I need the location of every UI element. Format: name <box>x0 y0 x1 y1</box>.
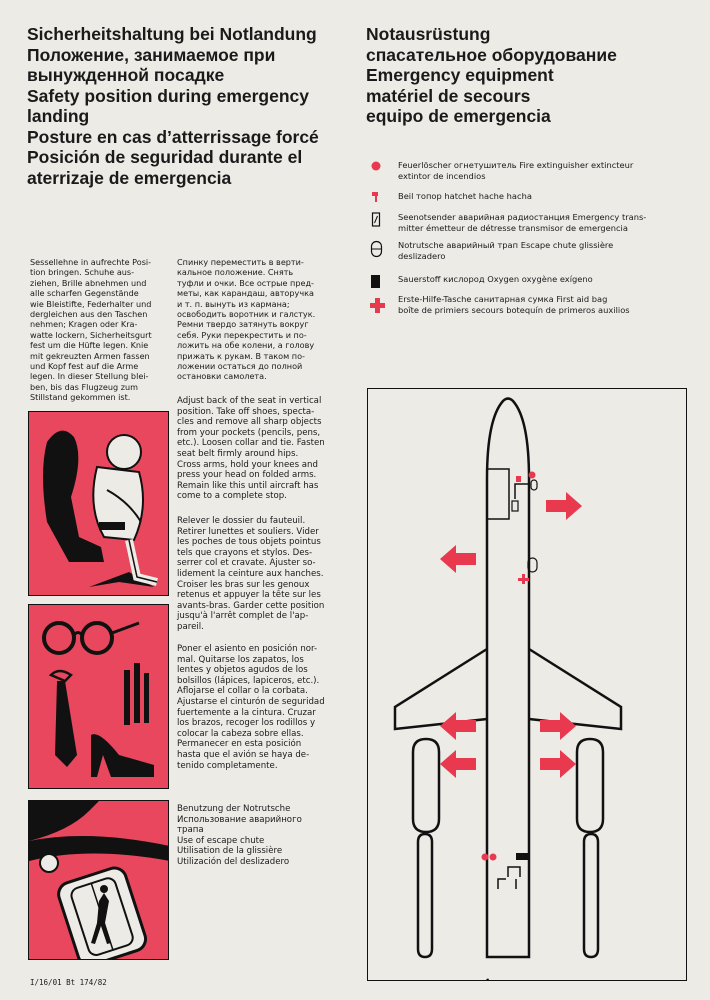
first-aid-icon <box>370 298 386 314</box>
emergency-exit-arrows <box>440 492 582 778</box>
left-wing-outline <box>395 649 487 729</box>
title-line: Posture en cas d’atterrissage forcé <box>27 126 319 147</box>
escape-chute-illustration <box>28 800 169 960</box>
aircraft-layout-diagram <box>368 389 687 981</box>
legend-text: Seenotsender аварийная радиостанция Emergency trans- mitter émetteur de détresse transmisor de emergencia <box>398 212 647 233</box>
title-line: Положение, занимаемое при <box>27 44 276 65</box>
left-engine-outline <box>413 739 439 832</box>
brace-position-illustration <box>28 411 169 596</box>
title-line: вынужденной посадке <box>27 65 225 85</box>
spanish-instructions: Poner el asiento en posición nor- mal. Quitarse los zapatos, los lentes y objetos agudos de los bolsillos (lápices, lapiceros, etc.). Aflojarse el collar o la corbata. Ajustarse el cinturón de seguridad fuertemente a la cintura. Cruzar los brazos, recoger los rodillos y colocar la cabeza sobre ellas. Permanecer en esta posición hasta que el avión se haya de- tenido completamente. <box>177 644 325 771</box>
right-title-block <box>366 24 696 127</box>
title-line: landing <box>27 106 90 126</box>
legend-text: Sauerstoff кислород Oxygen oxygène exígeno <box>398 274 593 284</box>
right-engine-outline <box>577 739 603 832</box>
left-rear-engine-outline <box>418 834 432 957</box>
shoe-icon <box>91 734 154 777</box>
title-line: Sicherheitshaltung bei Notlandung <box>27 24 317 44</box>
legend-text: Notrutsche аварийный трап Escape chute glissière deslizadero <box>398 240 614 261</box>
legend-text: Feuerlöscher огнетушитель Fire extinguisher extincteur extintor de incendios <box>398 160 634 181</box>
document-code: I/16/01 Bt 174/82 <box>30 978 107 987</box>
german-instructions: Sessellehne in aufrechte Posi- tion bringen. Schuhe aus- ziehen, Brille abnehmen und alle scharfen Gegenstände wie Bleistifte, Federhalter und dergleichen aus den Taschen nehmen; Kragen oder Kra- watte lockern, Sicherheitsgurt fest um die Hüfte legen. Knie mit gekreuzten Armen fassen und Kopf fest auf die Arme legen. In dieser Stellung blei- ben, bis das Flugzeug zum Stillstand gekommen ist. <box>30 257 152 403</box>
left-title-block <box>27 24 357 188</box>
title-line: Notausrüstung <box>366 24 491 44</box>
fire-extinguisher-icon <box>370 160 382 172</box>
title-line: aterrizaje de emergencia <box>27 167 232 188</box>
title-line: matériel de secours <box>366 85 531 106</box>
personal-items-icons <box>29 605 169 789</box>
aircraft-diagram-frame <box>367 388 687 981</box>
pens-icon <box>124 663 149 725</box>
chute-figure-icon <box>29 801 169 960</box>
russian-instructions: Спинку переместить в верти- кальное положение. Снять туфли и очки. Все острые пред- меты, как карандаш, авторучка и т. п. вынуть из кармана; освободить воротник и галстук. Ремни твердо затянуть вокруг себя. Руки перекрестить и по- ложить на обе колени, а голову прижать к рукам. В таком по- ложении остаться до полной остановки самолета. <box>177 257 316 382</box>
title-line: спасательное оборудование <box>366 44 617 65</box>
right-rear-engine-outline <box>584 834 598 957</box>
oxygen-icon <box>370 274 382 290</box>
tie-icon <box>51 671 77 767</box>
legend-text: Erste-Hilfe-Tasche санитарная сумка First aid bag boîte de primiers secours botequín de primeros auxilios <box>398 294 630 315</box>
brace-figure-icon <box>29 412 169 596</box>
glasses-icon <box>44 623 139 653</box>
english-instructions: Adjust back of the seat in vertical position. Take off shoes, specta- cles and remove all sharp objects from your pockets (pencils, pens, etc.). Loosen collar and tie. Fasten seat belt firmly around hips. Cross arms, hold your knees and press your head on folded arms. Remain like this until aircraft has come to a complete stop. <box>177 396 325 502</box>
french-instructions: Relever le dossier du fauteuil. Retirer lunettes et souliers. Vider les poches de tous objets pointus tels que crayons et stylos. Des- serrer col et cravate. Ajuster so- lidement la ceinture aux hanches. Croiser les bras sur les genoux retenus et appuyer la tête sur les avants-bras. Garder cette position jusqu'à l'arrêt complet de l'ap- pareil. <box>177 516 325 632</box>
escape-chute-caption: Benutzung der Notrutsche Использование аварийного трапа Use of escape chute Utilisation de la glissière Utilización del deslizadero <box>177 804 302 867</box>
escape-chute-icon <box>370 240 384 258</box>
hatchet-icon <box>370 191 382 203</box>
title-line: Safety position during emergency <box>27 85 309 106</box>
title-line: Emergency equipment <box>366 65 554 85</box>
radio-transmitter-icon <box>370 212 382 228</box>
title-line: Posición de seguridad durante el <box>27 147 303 167</box>
legend-text: Beil топор hatchet hache hacha <box>398 191 532 201</box>
remove-objects-illustration <box>28 604 169 789</box>
right-wing-outline <box>529 649 621 729</box>
title-line: equipo de emergencia <box>366 106 551 126</box>
